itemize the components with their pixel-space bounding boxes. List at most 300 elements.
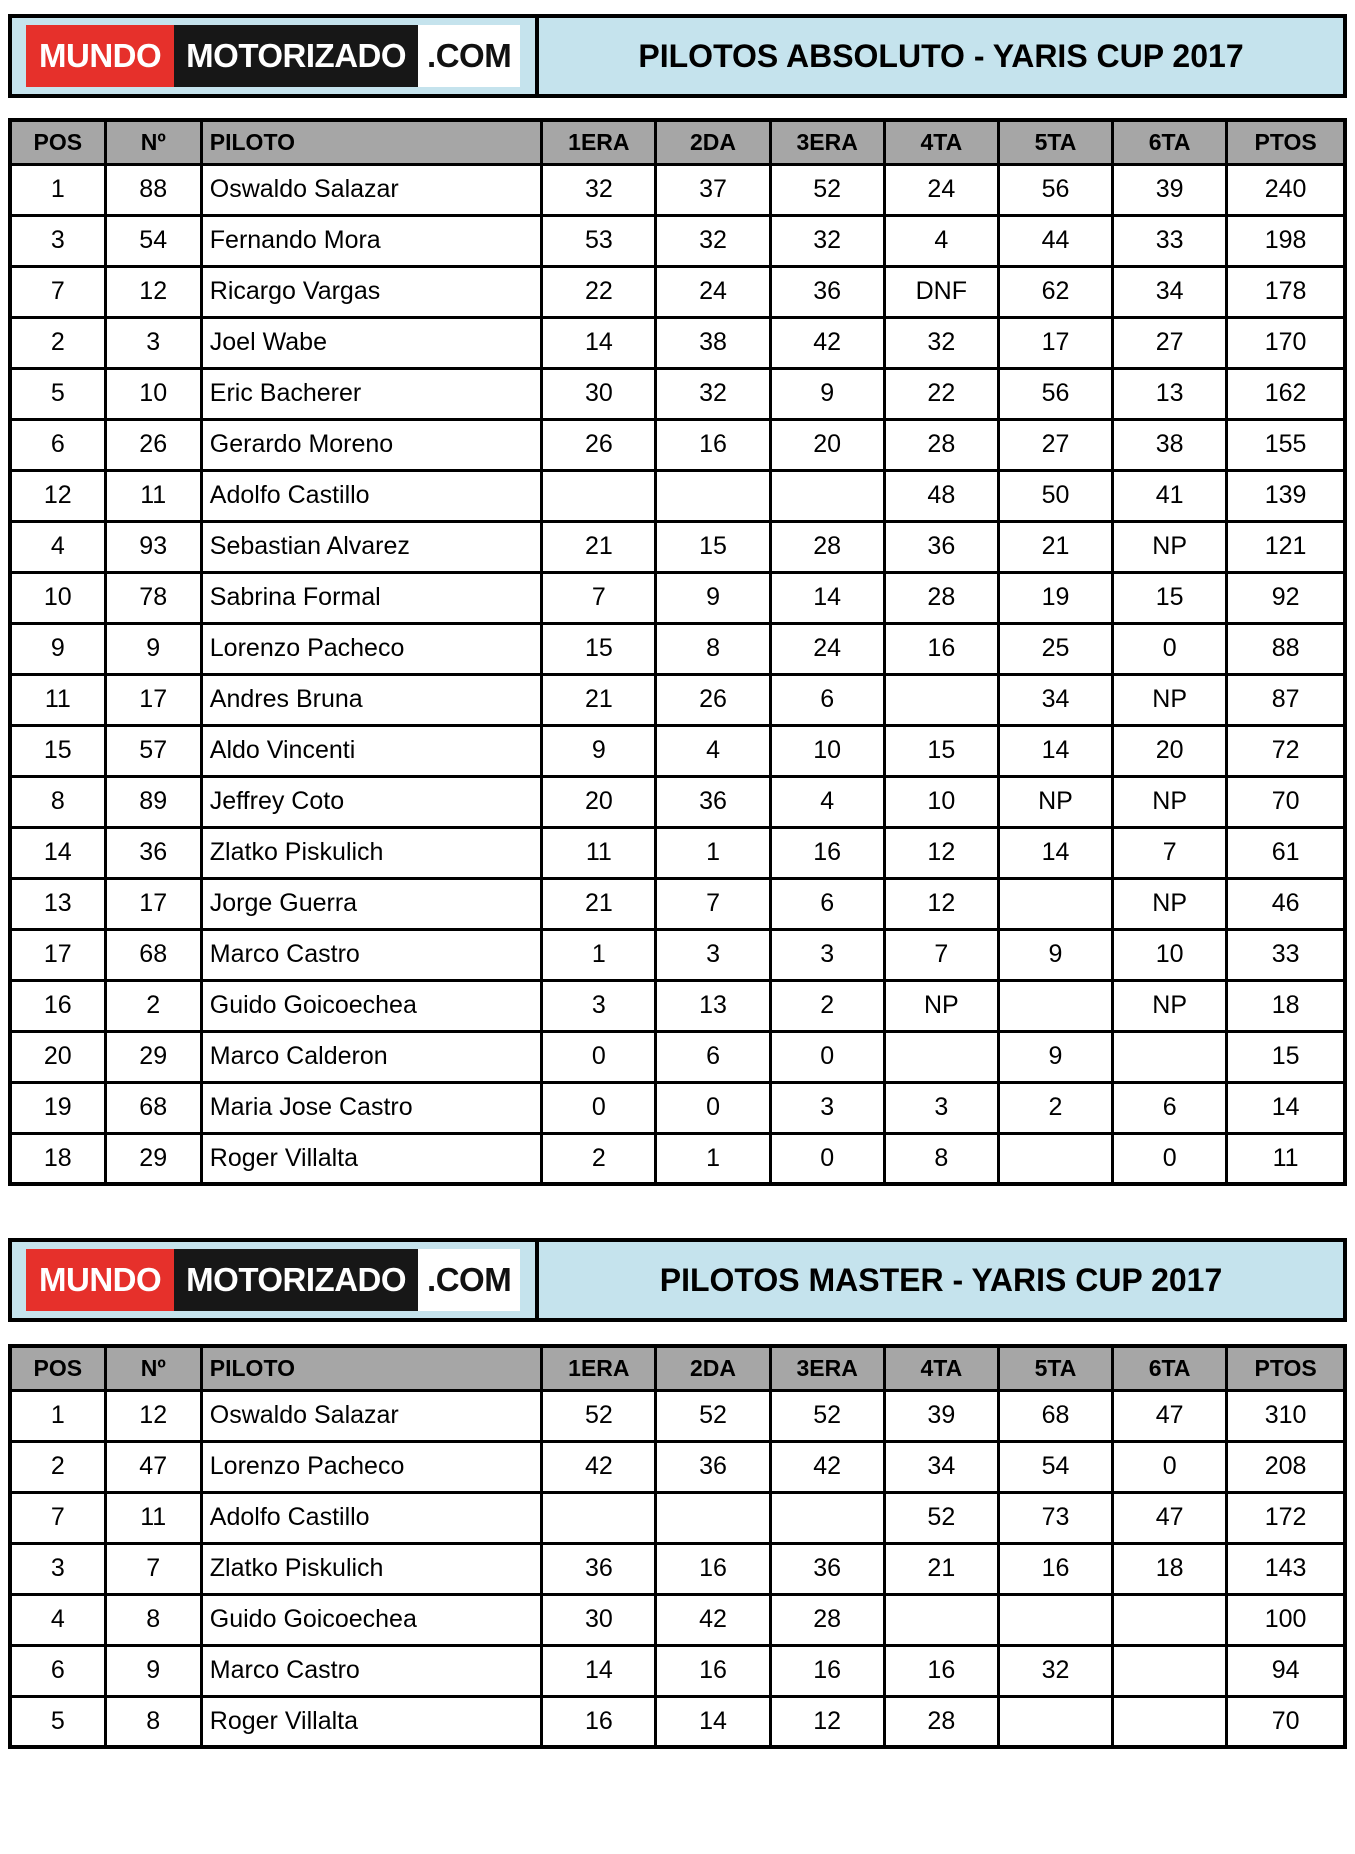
race-score-cell: NP <box>884 980 998 1031</box>
race-score-cell: 24 <box>656 266 770 317</box>
car-number-cell: 68 <box>105 1082 201 1133</box>
column-header-2da: 2DA <box>656 120 770 164</box>
race-score-cell: 0 <box>656 1082 770 1133</box>
race-score-cell: 7 <box>656 878 770 929</box>
position-cell: 4 <box>10 521 105 572</box>
table-row <box>10 1133 1345 1184</box>
pilot-name-cell: Adolfo Castillo <box>201 1492 542 1543</box>
race-score-cell: 13 <box>1113 368 1227 419</box>
pilot-name-cell: Guido Goicoechea <box>201 1594 542 1645</box>
race-score-cell: 11 <box>542 827 656 878</box>
race-score-cell <box>998 1696 1112 1747</box>
car-number-cell: 68 <box>105 929 201 980</box>
race-score-cell: 24 <box>770 623 884 674</box>
table-row <box>10 674 1345 725</box>
race-score-cell: 16 <box>884 1645 998 1696</box>
race-score-cell-highlighted: 73 <box>998 1492 1112 1543</box>
race-score-cell: 14 <box>542 1645 656 1696</box>
points-cell: 143 <box>1227 1543 1345 1594</box>
race-score-cell: 3 <box>884 1082 998 1133</box>
column-header-2da: 2DA <box>656 1346 770 1390</box>
table-row <box>10 623 1345 674</box>
race-score-cell <box>998 980 1112 1031</box>
race-score-cell: DNF <box>884 266 998 317</box>
race-score-cell: 68 <box>998 1390 1112 1441</box>
race-score-cell: 36 <box>884 521 998 572</box>
position-cell: 3 <box>10 215 105 266</box>
race-score-cell: 16 <box>884 623 998 674</box>
points-cell: 11 <box>1227 1133 1345 1184</box>
table-row <box>10 1031 1345 1082</box>
race-score-cell: 19 <box>998 572 1112 623</box>
race-score-cell-highlighted: 62 <box>998 266 1112 317</box>
car-number-cell: 9 <box>105 623 201 674</box>
race-score-cell-highlighted: 52 <box>884 1492 998 1543</box>
column-header-1era: 1ERA <box>542 120 656 164</box>
table-row <box>10 776 1345 827</box>
car-number-cell: 17 <box>105 674 201 725</box>
car-number-cell: 54 <box>105 215 201 266</box>
race-score-cell: 36 <box>770 266 884 317</box>
position-cell: 15 <box>10 725 105 776</box>
race-score-cell <box>884 1031 998 1082</box>
race-score-cell: 16 <box>656 419 770 470</box>
race-score-cell <box>1113 1645 1227 1696</box>
points-cell: 100 <box>1227 1594 1345 1645</box>
table-row <box>10 1594 1345 1645</box>
points-cell: 61 <box>1227 827 1345 878</box>
points-cell: 155 <box>1227 419 1345 470</box>
race-score-cell: 37 <box>656 164 770 215</box>
points-cell: 92 <box>1227 572 1345 623</box>
race-score-cell <box>998 1594 1112 1645</box>
race-score-cell: 34 <box>884 1441 998 1492</box>
race-score-cell: 0 <box>1113 1133 1227 1184</box>
column-header-4ta: 4TA <box>884 120 998 164</box>
column-header-6ta: 6TA <box>1113 1346 1227 1390</box>
table-title-absoluto: PILOTOS ABSOLUTO - YARIS CUP 2017 <box>638 37 1244 74</box>
column-header-n: Nº <box>105 1346 201 1390</box>
race-score-cell: 8 <box>884 1133 998 1184</box>
table-row <box>10 1441 1345 1492</box>
position-cell: 5 <box>10 1696 105 1747</box>
race-score-cell: 1 <box>656 827 770 878</box>
race-score-cell: 39 <box>884 1390 998 1441</box>
table-row <box>10 878 1345 929</box>
race-score-cell: 6 <box>770 878 884 929</box>
race-score-cell-highlighted: 41 <box>1113 470 1227 521</box>
race-score-cell: NP <box>1113 674 1227 725</box>
table-row <box>10 725 1345 776</box>
race-score-cell: 9 <box>656 572 770 623</box>
race-score-cell: 38 <box>1113 419 1227 470</box>
race-score-cell: 2 <box>998 1082 1112 1133</box>
points-cell: 162 <box>1227 368 1345 419</box>
points-cell: 15 <box>1227 1031 1345 1082</box>
race-score-cell-highlighted: 52 <box>542 1390 656 1441</box>
standings-table-master <box>8 1344 1347 1749</box>
race-score-cell: 8 <box>656 623 770 674</box>
pilot-name-cell: Marco Calderon <box>201 1031 542 1082</box>
mundomotorizado-logo <box>26 1249 520 1311</box>
pilot-name-cell: Lorenzo Pacheco <box>201 1441 542 1492</box>
race-score-cell: 13 <box>656 980 770 1031</box>
race-score-cell: 21 <box>542 878 656 929</box>
position-cell: 5 <box>10 368 105 419</box>
race-score-cell <box>998 1133 1112 1184</box>
race-score-cell: 24 <box>884 164 998 215</box>
race-score-cell: 42 <box>770 317 884 368</box>
points-cell: 70 <box>1227 776 1345 827</box>
race-score-cell: 3 <box>770 1082 884 1133</box>
race-score-cell: 50 <box>998 470 1112 521</box>
race-score-cell: 26 <box>656 674 770 725</box>
car-number-cell: 3 <box>105 317 201 368</box>
pilot-name-cell: Adolfo Castillo <box>201 470 542 521</box>
race-score-cell: 10 <box>884 776 998 827</box>
car-number-cell: 12 <box>105 266 201 317</box>
pilot-name-cell: Marco Castro <box>201 1645 542 1696</box>
race-score-cell: 0 <box>542 1031 656 1082</box>
race-score-cell: 22 <box>884 368 998 419</box>
race-score-cell: 36 <box>656 776 770 827</box>
race-score-cell: 25 <box>998 623 1112 674</box>
position-cell: 6 <box>10 1645 105 1696</box>
logo-motorizado-segment: MOTORIZADO <box>174 25 418 87</box>
race-score-cell: 3 <box>770 929 884 980</box>
car-number-cell: 7 <box>105 1543 201 1594</box>
race-score-cell: 3 <box>542 980 656 1031</box>
race-score-cell: 30 <box>542 1594 656 1645</box>
position-cell: 11 <box>10 674 105 725</box>
column-header-5ta: 5TA <box>998 1346 1112 1390</box>
race-score-cell: 16 <box>656 1543 770 1594</box>
race-score-cell: 27 <box>1113 317 1227 368</box>
race-score-cell: 0 <box>1113 623 1227 674</box>
pilot-name-cell: Oswaldo Salazar <box>201 1390 542 1441</box>
points-cell: 170 <box>1227 317 1345 368</box>
race-score-cell: 10 <box>770 725 884 776</box>
race-score-cell: 7 <box>1113 827 1227 878</box>
table-row <box>10 827 1345 878</box>
position-cell: 7 <box>10 1492 105 1543</box>
race-score-cell <box>1113 1594 1227 1645</box>
race-score-cell: 17 <box>998 317 1112 368</box>
race-score-cell: NP <box>1113 878 1227 929</box>
pilot-name-cell: Roger Villalta <box>201 1133 542 1184</box>
race-score-cell: 6 <box>770 674 884 725</box>
race-score-cell-highlighted: 52 <box>770 164 884 215</box>
race-score-cell <box>998 878 1112 929</box>
pilot-name-cell: Andres Bruna <box>201 674 542 725</box>
table-row <box>10 1645 1345 1696</box>
race-score-cell: 32 <box>998 1645 1112 1696</box>
column-header-piloto: PILOTO <box>201 120 542 164</box>
car-number-cell: 29 <box>105 1133 201 1184</box>
title-cell <box>539 18 1343 94</box>
logo-com-segment: .COM <box>418 25 520 87</box>
race-score-cell: 36 <box>656 1441 770 1492</box>
points-cell: 139 <box>1227 470 1345 521</box>
title-cell <box>539 1242 1343 1318</box>
pilot-name-cell: Sebastian Alvarez <box>201 521 542 572</box>
race-score-cell: 32 <box>542 164 656 215</box>
race-score-cell: 2 <box>542 1133 656 1184</box>
race-score-cell <box>1113 1696 1227 1747</box>
position-cell: 16 <box>10 980 105 1031</box>
pilot-name-cell: Ricargo Vargas <box>201 266 542 317</box>
column-header-pos: POS <box>10 1346 105 1390</box>
race-score-cell: 14 <box>770 572 884 623</box>
points-cell: 198 <box>1227 215 1345 266</box>
race-score-cell: 56 <box>998 164 1112 215</box>
position-cell: 2 <box>10 1441 105 1492</box>
column-header-5ta: 5TA <box>998 120 1112 164</box>
race-score-cell: 14 <box>542 317 656 368</box>
race-score-cell: 56 <box>998 368 1112 419</box>
car-number-cell: 17 <box>105 878 201 929</box>
race-score-cell: 28 <box>770 1594 884 1645</box>
race-score-cell: 42 <box>542 1441 656 1492</box>
race-score-cell <box>884 1594 998 1645</box>
column-header-piloto: PILOTO <box>201 1346 542 1390</box>
race-score-cell <box>770 470 884 521</box>
race-score-cell <box>1113 1031 1227 1082</box>
race-score-cell: 54 <box>998 1441 1112 1492</box>
pilot-name-cell: Eric Bacherer <box>201 368 542 419</box>
standings-table-absoluto <box>8 118 1347 1186</box>
race-score-cell: 20 <box>1113 725 1227 776</box>
logo-mundo-segment: MUNDO <box>26 1249 174 1311</box>
race-score-cell: 28 <box>884 1696 998 1747</box>
race-score-cell: NP <box>998 776 1112 827</box>
race-score-cell: 12 <box>884 827 998 878</box>
race-score-cell: 12 <box>770 1696 884 1747</box>
header-row <box>10 120 1345 164</box>
points-cell: 172 <box>1227 1492 1345 1543</box>
car-number-cell: 88 <box>105 164 201 215</box>
position-cell: 3 <box>10 1543 105 1594</box>
position-cell: 4 <box>10 1594 105 1645</box>
logo-cell <box>12 18 539 94</box>
race-score-cell <box>770 1492 884 1543</box>
pilot-name-cell: Aldo Vincenti <box>201 725 542 776</box>
standings-master-wrap <box>8 1344 1347 1749</box>
race-score-cell: 20 <box>770 419 884 470</box>
race-score-cell: 16 <box>770 827 884 878</box>
pilot-name-cell: Guido Goicoechea <box>201 980 542 1031</box>
race-score-cell: 2 <box>770 980 884 1031</box>
race-score-cell: 4 <box>770 776 884 827</box>
race-score-cell: 44 <box>998 215 1112 266</box>
position-cell: 19 <box>10 1082 105 1133</box>
table-row <box>10 1543 1345 1594</box>
race-score-cell: 15 <box>884 725 998 776</box>
table-row <box>10 572 1345 623</box>
header-row <box>10 1346 1345 1390</box>
pilot-name-cell: Jeffrey Coto <box>201 776 542 827</box>
race-score-cell: 10 <box>1113 929 1227 980</box>
table-row <box>10 266 1345 317</box>
race-score-cell: 0 <box>1113 1441 1227 1492</box>
race-score-cell: 47 <box>1113 1390 1227 1441</box>
race-score-cell: 32 <box>884 317 998 368</box>
table-row <box>10 164 1345 215</box>
race-score-cell: 21 <box>884 1543 998 1594</box>
table-row <box>10 521 1345 572</box>
pilot-name-cell: Roger Villalta <box>201 1696 542 1747</box>
race-score-cell: 3 <box>656 929 770 980</box>
car-number-cell: 26 <box>105 419 201 470</box>
position-cell: 10 <box>10 572 105 623</box>
points-cell: 14 <box>1227 1082 1345 1133</box>
column-header-n: Nº <box>105 120 201 164</box>
position-cell: 1 <box>10 1390 105 1441</box>
race-score-cell: 36 <box>770 1543 884 1594</box>
position-cell: 1 <box>10 164 105 215</box>
race-score-cell: 0 <box>542 1082 656 1133</box>
table-row <box>10 1492 1345 1543</box>
logo-motorizado-segment: MOTORIZADO <box>174 1249 418 1311</box>
pilot-name-cell: Zlatko Piskulich <box>201 1543 542 1594</box>
race-score-cell: 9 <box>998 929 1112 980</box>
column-header-ptos: PTOS <box>1227 120 1345 164</box>
race-score-cell: 12 <box>884 878 998 929</box>
table-row <box>10 980 1345 1031</box>
race-score-cell: 9 <box>542 725 656 776</box>
race-score-cell <box>884 674 998 725</box>
pilot-name-cell: Gerardo Moreno <box>201 419 542 470</box>
race-score-cell: 6 <box>656 1031 770 1082</box>
table-row <box>10 419 1345 470</box>
race-score-cell: 15 <box>656 521 770 572</box>
table-row <box>10 1696 1345 1747</box>
race-score-cell-highlighted: 48 <box>884 470 998 521</box>
position-cell: 6 <box>10 419 105 470</box>
points-cell: 240 <box>1227 164 1345 215</box>
race-score-cell: 9 <box>998 1031 1112 1082</box>
points-cell: 178 <box>1227 266 1345 317</box>
race-score-cell: 9 <box>770 368 884 419</box>
race-score-cell-highlighted: 53 <box>542 215 656 266</box>
race-score-cell: 7 <box>884 929 998 980</box>
car-number-cell: 78 <box>105 572 201 623</box>
logo-mundo-segment: MUNDO <box>26 25 174 87</box>
table-title-master: PILOTOS MASTER - YARIS CUP 2017 <box>659 1261 1223 1298</box>
car-number-cell: 9 <box>105 1645 201 1696</box>
pilot-name-cell: Joel Wabe <box>201 317 542 368</box>
column-header-3era: 3ERA <box>770 120 884 164</box>
pilot-name-cell: Maria Jose Castro <box>201 1082 542 1133</box>
points-cell: 94 <box>1227 1645 1345 1696</box>
pilot-name-cell: Zlatko Piskulich <box>201 827 542 878</box>
table-row <box>10 1082 1345 1133</box>
race-score-cell: 4 <box>656 725 770 776</box>
pilot-name-cell: Oswaldo Salazar <box>201 164 542 215</box>
points-cell: 70 <box>1227 1696 1345 1747</box>
position-cell: 13 <box>10 878 105 929</box>
race-score-cell <box>656 470 770 521</box>
position-cell: 14 <box>10 827 105 878</box>
race-score-cell: NP <box>1113 980 1227 1031</box>
pilot-name-cell: Sabrina Formal <box>201 572 542 623</box>
pilot-name-cell: Jorge Guerra <box>201 878 542 929</box>
pilot-name-cell: Lorenzo Pacheco <box>201 623 542 674</box>
car-number-cell: 57 <box>105 725 201 776</box>
race-score-cell: 16 <box>770 1645 884 1696</box>
column-header-pos: POS <box>10 120 105 164</box>
race-score-cell: 21 <box>998 521 1112 572</box>
race-score-cell: 34 <box>1113 266 1227 317</box>
car-number-cell: 11 <box>105 470 201 521</box>
race-score-cell: 6 <box>1113 1082 1227 1133</box>
race-score-cell: 16 <box>998 1543 1112 1594</box>
pilot-name-cell: Fernando Mora <box>201 215 542 266</box>
table-row <box>10 1390 1345 1441</box>
column-header-3era: 3ERA <box>770 1346 884 1390</box>
race-score-cell: 21 <box>542 674 656 725</box>
race-score-cell <box>656 1492 770 1543</box>
column-header-6ta: 6TA <box>1113 120 1227 164</box>
race-score-cell: 0 <box>770 1133 884 1184</box>
race-score-cell: 4 <box>884 215 998 266</box>
table-row <box>10 929 1345 980</box>
points-cell: 88 <box>1227 623 1345 674</box>
car-number-cell: 2 <box>105 980 201 1031</box>
car-number-cell: 10 <box>105 368 201 419</box>
race-score-cell: 30 <box>542 368 656 419</box>
race-score-cell: 33 <box>1113 215 1227 266</box>
race-score-cell: 1 <box>542 929 656 980</box>
column-header-ptos: PTOS <box>1227 1346 1345 1390</box>
race-score-cell: 28 <box>884 572 998 623</box>
race-score-cell: 7 <box>542 572 656 623</box>
points-cell: 121 <box>1227 521 1345 572</box>
position-cell: 8 <box>10 776 105 827</box>
position-cell: 2 <box>10 317 105 368</box>
race-score-cell: 0 <box>770 1031 884 1082</box>
position-cell: 9 <box>10 623 105 674</box>
race-score-cell: 28 <box>770 521 884 572</box>
race-score-cell: 32 <box>770 215 884 266</box>
race-score-cell-highlighted: 52 <box>770 1390 884 1441</box>
race-score-cell: 36 <box>542 1543 656 1594</box>
mundomotorizado-logo <box>26 25 520 87</box>
race-score-cell: 27 <box>998 419 1112 470</box>
table-row <box>10 470 1345 521</box>
header-band-master <box>8 1238 1347 1322</box>
table-row <box>10 368 1345 419</box>
race-score-cell: 1 <box>656 1133 770 1184</box>
logo-com-segment: .COM <box>418 1249 520 1311</box>
race-score-cell: 14 <box>656 1696 770 1747</box>
race-score-cell: 14 <box>998 725 1112 776</box>
race-score-cell: 15 <box>542 623 656 674</box>
race-score-cell: 15 <box>1113 572 1227 623</box>
points-cell: 310 <box>1227 1390 1345 1441</box>
race-score-cell <box>542 1492 656 1543</box>
points-cell: 87 <box>1227 674 1345 725</box>
race-score-cell: 20 <box>542 776 656 827</box>
race-score-cell: NP <box>1113 776 1227 827</box>
position-cell: 20 <box>10 1031 105 1082</box>
race-score-cell: 16 <box>656 1645 770 1696</box>
position-cell: 18 <box>10 1133 105 1184</box>
car-number-cell: 47 <box>105 1441 201 1492</box>
logo-cell <box>12 1242 539 1318</box>
race-score-cell: 14 <box>998 827 1112 878</box>
car-number-cell: 8 <box>105 1696 201 1747</box>
